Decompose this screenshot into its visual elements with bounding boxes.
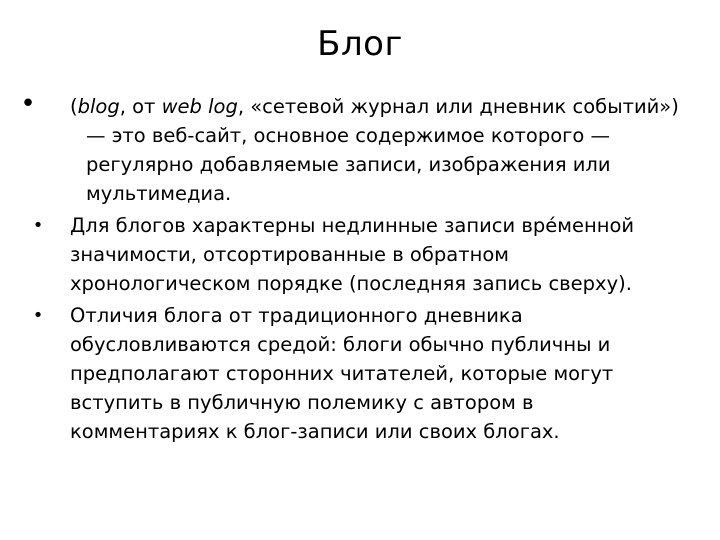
slide-title: Блог (317, 24, 403, 64)
bullet-text-part: ( (70, 95, 78, 118)
bullet-text-part: , от (119, 95, 162, 118)
bullet-item-2 (28, 211, 688, 298)
bullet-text-italic-weblog: web log (161, 95, 238, 118)
bullet-text-3: Отличия блога от традиционного дневника обусловливаются средой: блоги обычно публичны и предполагают сторонних читателей, которые могут вступить в публичную полемику с автором в комментариях к блог-записи или своих блогах. (70, 304, 614, 443)
bullet-item-1 (20, 89, 688, 208)
bullet-marker: • (20, 89, 36, 119)
bullet-marker: • (32, 305, 44, 326)
bullet-item-3 (28, 301, 688, 446)
bullet-marker: • (32, 215, 44, 236)
bullet-text-italic-blog: blog (77, 95, 120, 118)
bullet-text-2: Для блогов характерны недлинные записи вре́менной значимости, отсортированные в обратном хронологическом порядке (последняя запись сверху). (70, 214, 635, 295)
bullet-text-1 (70, 95, 679, 205)
bullet-text-part: , «сетевой журнал или дневник событий») — это веб-сайт, основное содержимое которого — регулярно добавляемые записи, изображения или мультимедиа. (86, 95, 679, 205)
bullet-list (20, 89, 688, 449)
